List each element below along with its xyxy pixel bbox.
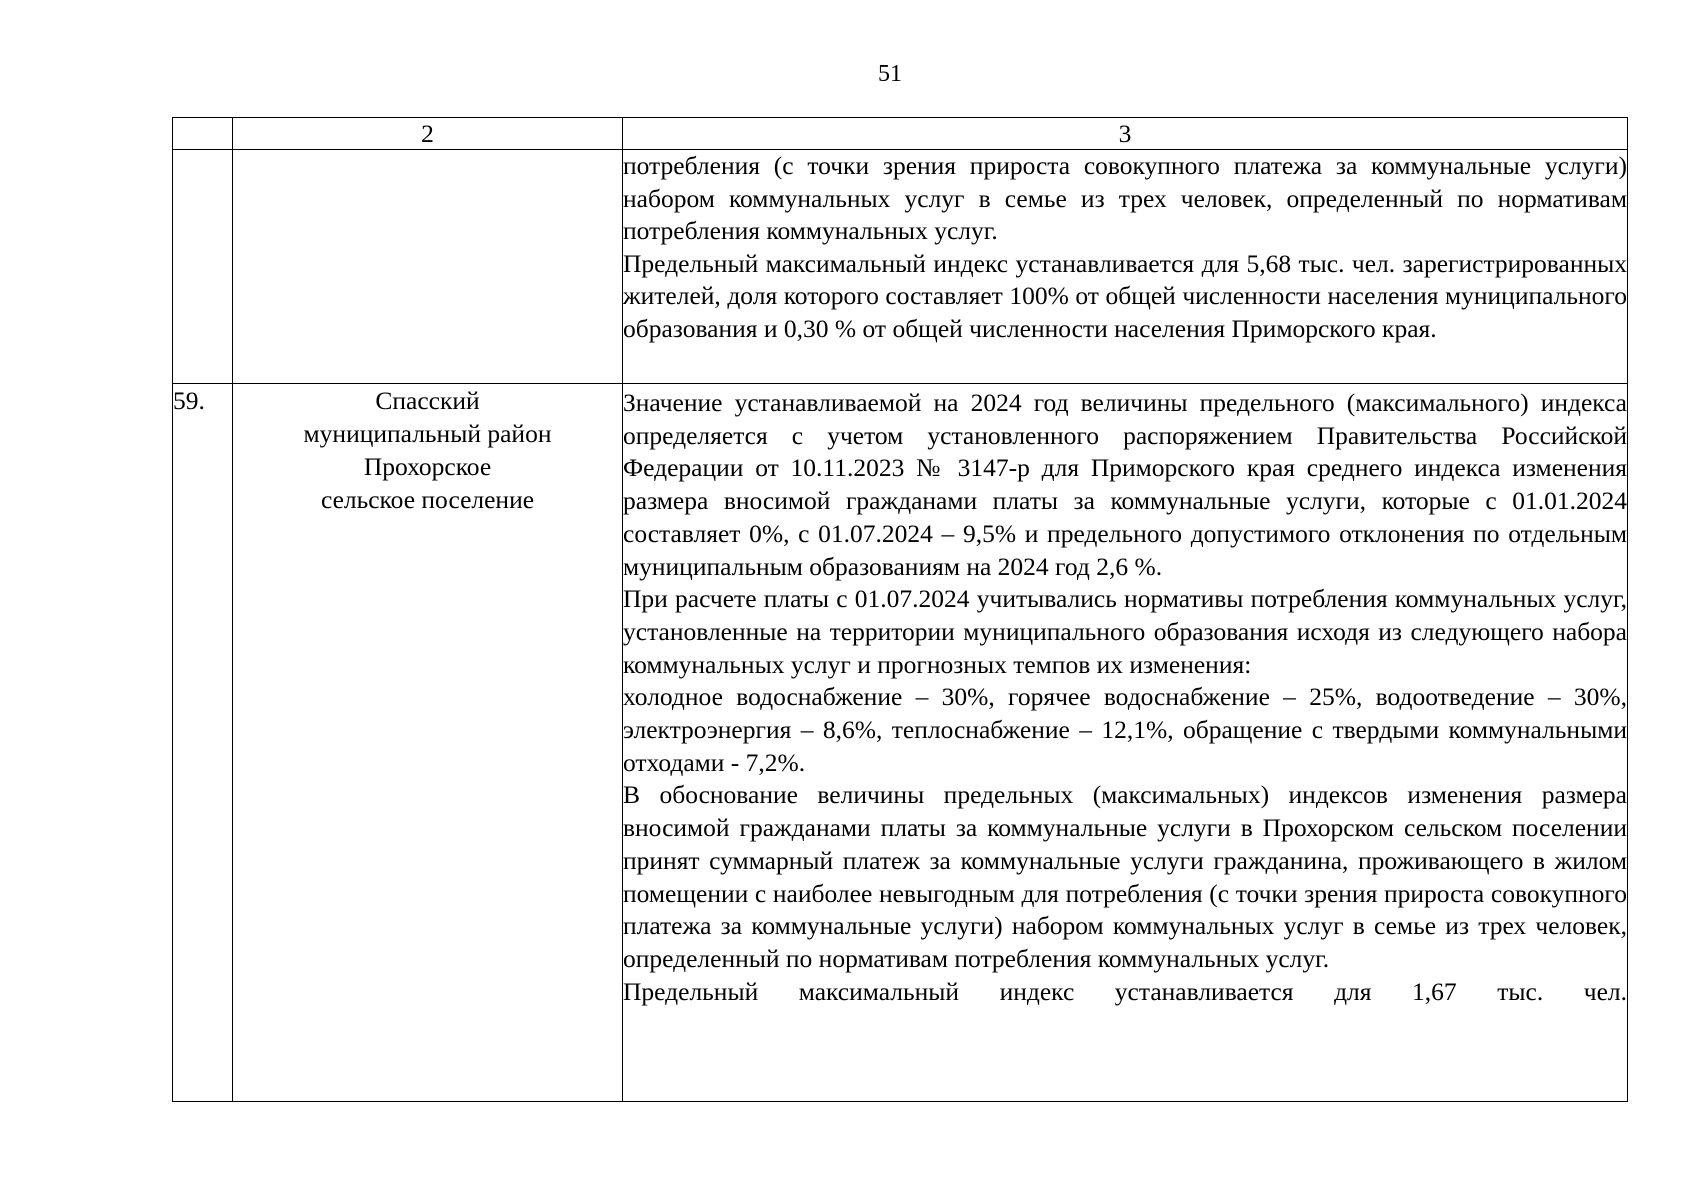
header-cell-3: 3 [623, 118, 1628, 150]
header-cell-1 [173, 118, 233, 150]
text-cell [623, 384, 1628, 1102]
name-line: муниципальный район [303, 419, 552, 448]
name-line: сельское поселение [320, 485, 535, 514]
page-number: 51 [878, 61, 902, 87]
row-number: 59. [173, 384, 233, 1102]
paragraph: Предельный максимальный индекс устанавливается для 1,67 тыс. чел. [623, 976, 1627, 1006]
municipality-name [233, 384, 623, 1102]
paragraph: Предельный максимальный индекс устанавливается для 5,68 тыс. чел. зарегистрированных жителей, доля которого составляет 100% от общей численности населения муниципального образования и 0,30 % от общей численности населения Приморского края. [623, 248, 1627, 343]
header-cell-2: 2 [233, 118, 623, 150]
number-cell [173, 150, 233, 384]
paragraph: При расчете платы с 01.07.2024 учитывались нормативы потребления коммунальных услуг, установленные на территории муниципального образования исходя из следующего набора коммунальных услуг и прогнозных темпов их изменения: [623, 584, 1627, 679]
text-cell [623, 150, 1628, 384]
paragraph: потребления (с точки зрения прироста совокупного платежа за коммунальные услуги) набором коммунальных услуг в семье из трех человек, определенный по нормативам потребления коммунальных услуг. [623, 151, 1627, 245]
index-table [172, 117, 1628, 1102]
table-row-59 [173, 384, 1628, 1102]
paragraph: Значение устанавливаемой на 2024 год величины предельного (максимального) индекса определяется с учетом установленного распоряжением Правительства Российской Федерации от 10.11.2023 № 3147-р для Приморского края среднего индекса изменения размера вносимой гражданами платы за коммунальные услуги, которые с 01.01.2024 составляет 0%, с 01.07.2024 – 9,5% и предельного допустимого отклонения по отдельным муниципальным образованиям на 2024 год 2,6 %. [623, 388, 1627, 581]
table-row-continued [173, 150, 1628, 384]
paragraph: холодное водоснабжение – 30%, горячее водоснабжение – 25%, водоотведение – 30%, электроэнергия – 8,6%, теплоснабжение – 12,1%, обращение с твердыми коммунальными отходами - 7,2%. [623, 682, 1627, 777]
paragraph: В обоснование величины предельных (максимальных) индексов изменения размера вносимой гражданами платы за коммунальные услуги в Прохорском сельском поселении принят суммарный платеж за коммунальные услуги гражданина, проживающего в жилом помещении с наиболее невыгодным для потребления (с точки зрения прироста совокупного платежа за коммунальные услуги) набором коммунальных услуг в семье из трех человек, определенный по нормативам потребления коммунальных услуг. [623, 780, 1627, 973]
name-cell [233, 150, 623, 384]
name-line: Спасский [375, 386, 480, 415]
table-header-row [173, 118, 1628, 150]
name-line: Прохорское [363, 452, 492, 481]
